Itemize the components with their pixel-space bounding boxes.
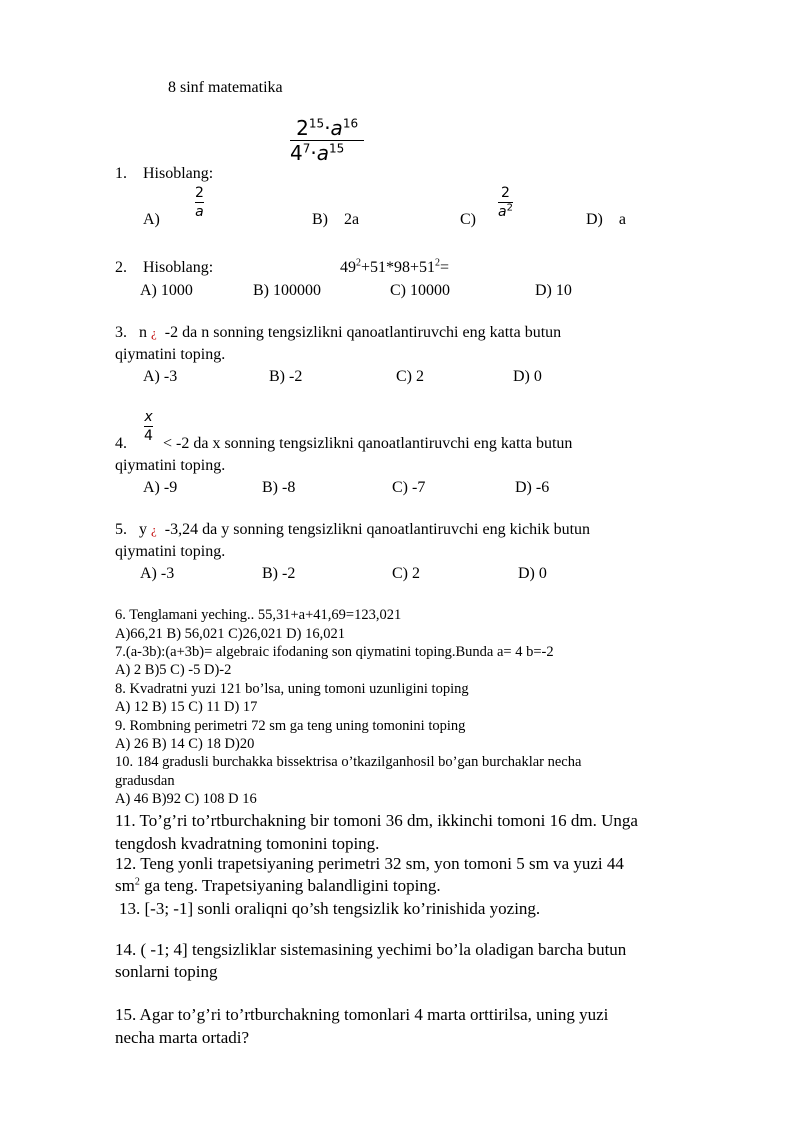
q3-option-b: B) -2: [269, 368, 303, 385]
q8-options: A) 12 B) 15 C) 11 D) 17: [115, 699, 258, 715]
q1-option-c-fraction: 2 $a^2$: [498, 185, 513, 220]
q1-text: Hisoblang:: [143, 165, 214, 182]
q5-option-b: B) -2: [262, 565, 296, 582]
q7-options: A) 2 B)5 C) -5 D)-2: [115, 662, 232, 678]
q2-expression: $49^2+51*98+51^2=$: [340, 257, 450, 276]
q4-number: 4.: [115, 435, 127, 452]
q6-options: A)66,21 B) 56,021 C)26,021 D) 16,021: [115, 626, 345, 642]
q1-option-b: B) 2a: [312, 211, 360, 228]
q4-fraction: x 4: [144, 409, 153, 444]
q4-option-b: B) -8: [262, 479, 296, 496]
q5-option-d: D) 0: [518, 565, 547, 582]
q5-symbol: ¿: [151, 522, 157, 537]
q6-line: 6. Tenglamani yeching.. 55,31+a+41,69=123,021: [115, 607, 402, 623]
q2-number: 2.: [115, 259, 127, 276]
q11-line-1: 11. To’g’ri to’rtburchakning bir tomoni 36 dm, ikkinchi tomoni 16 dm. Unga: [115, 811, 638, 830]
q2-option-a: A) 1000: [140, 282, 193, 299]
q13-line: 13. [-3; -1] sonli oraliqni qo’sh tengsizlik ko’rinishida yozing.: [119, 899, 541, 918]
q3-option-c: C) 2: [396, 368, 424, 385]
q1-option-c-label: C): [460, 211, 476, 228]
q12-line-1: 12. Teng yonli trapetsiyaning perimetri 32 sm, yon tomoni 5 sm va yuzi 44: [115, 854, 624, 873]
q4-option-c: C) -7: [392, 479, 426, 496]
q5-line-1: 5. y ¿ -3,24 da y sonning tengsizlikni qanoatlantiruvchi eng kichik butun: [115, 521, 591, 538]
q15-line-2: necha marta ortadi?: [115, 1028, 250, 1047]
q4-line-1: < -2 da x sonning tengsizlikni qanoatlantiruvchi eng katta butun: [163, 435, 573, 452]
q2-option-b: B) 100000: [253, 282, 321, 299]
q5-option-a: A) -3: [140, 565, 175, 582]
q9-options: A) 26 B) 14 C) 18 D)20: [115, 736, 255, 752]
q15-line-1: 15. Agar to’g’ri to’rtburchakning tomonlari 4 marta orttirilsa, uning yuzi: [115, 1005, 609, 1024]
q2-text: Hisoblang:: [143, 259, 214, 276]
q3-line-2: qiymatini toping.: [115, 346, 226, 363]
q9-line: 9. Rombning perimetri 72 sm ga teng uning tomonini toping: [115, 718, 466, 734]
q1-expression-numerator: $2^{15}\cdot a^{16}$: [296, 116, 359, 140]
q12-line-2: $sm^2$ ga teng. Trapetsiyaning balandligini toping.: [115, 876, 441, 895]
q5-line-2: qiymatini toping.: [115, 543, 226, 560]
q4-option-d: D) -6: [515, 479, 550, 496]
q3-symbol: ¿: [151, 325, 157, 340]
q11-line-2: tengdosh kvadratning tomonini toping.: [115, 834, 380, 853]
q1-option-d: D) a: [586, 211, 626, 228]
q14-line-2: sonlarni toping: [115, 962, 218, 981]
document-title: 8 sinf matematika: [168, 79, 283, 96]
q1-option-a-fraction: 2 a: [195, 185, 204, 220]
q10-line-2: gradusdan: [115, 773, 175, 789]
q5-option-c: C) 2: [392, 565, 420, 582]
q2-option-d: D) 10: [535, 282, 572, 299]
q3-line-1: 3. n ¿ -2 da n sonning tengsizlikni qanoatlantiruvchi eng katta butun: [115, 324, 562, 341]
q1-number: 1.: [115, 165, 127, 182]
q8-line: 8. Kvadratni yuzi 121 bo’lsa, uning tomoni uzunligini toping: [115, 681, 469, 697]
q4-line-2: qiymatini toping.: [115, 457, 226, 474]
q4-option-a: A) -9: [143, 479, 178, 496]
q14-line-1: 14. ( -1; 4] tengsizliklar sistemasining yechimi bo’la oladigan barcha butun: [115, 940, 627, 959]
q3-option-d: D) 0: [513, 368, 542, 385]
q7-line: 7.(a-3b):(a+3b)= algebraic ifodaning son qiymatini toping.Bunda a= 4 b=-2: [115, 644, 554, 660]
q3-option-a: A) -3: [143, 368, 178, 385]
q1-expression: [290, 118, 364, 163]
q10-options: A) 46 B)92 C) 108 D 16: [115, 791, 257, 807]
q1-option-a-label: A): [143, 211, 160, 228]
q1-expression-denominator: $4^7\cdot a^{15}$: [290, 141, 345, 165]
q10-line-1: 10. 184 gradusli burchakka bissektrisa o’tkazilganhosil bo’gan burchaklar necha: [115, 754, 582, 770]
q2-option-c: C) 10000: [390, 282, 450, 299]
